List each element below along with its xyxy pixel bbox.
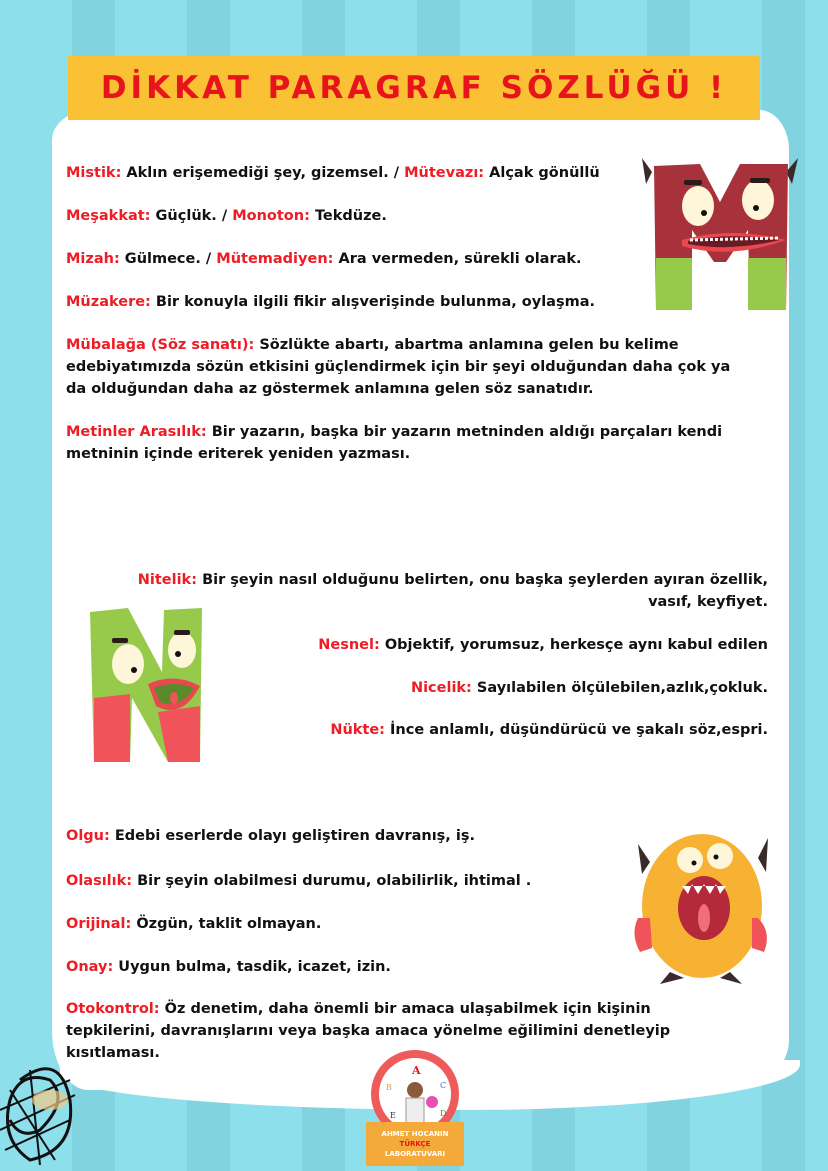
entry-onay: [66, 956, 626, 978]
entry-nicelik: [250, 677, 768, 699]
term: Mübalağa (Söz sanatı):: [66, 337, 255, 353]
term: Monoton:: [232, 208, 310, 224]
entry-olgu: [66, 825, 626, 847]
logo-label: [366, 1122, 464, 1166]
term: Nesnel:: [318, 637, 380, 653]
monster-letter-o-icon: [630, 822, 780, 987]
logo-badge: [362, 1046, 468, 1168]
term: Onay:: [66, 959, 114, 975]
definition: Gülmece. /: [119, 251, 217, 267]
monster-letter-m-icon: [640, 150, 800, 320]
logo-line-1: AHMET HOCANIN: [381, 1130, 449, 1138]
logo-letter-e: E: [390, 1111, 396, 1120]
logo-letter-c: C: [440, 1081, 447, 1090]
definition: Objektif, yorumsuz, herkesçe aynı kabul edilen: [379, 637, 768, 653]
definition: Sözlükte abartı, abartma anlamına gelen bu kelime edebiyatımızda sözün etkisini güçlendirmek için bir şeyi olduğundan daha çok ya da olduğundan daha az göstermek anlamına gelen söz sanatıdır.: [66, 337, 731, 397]
definition: Alçak gönüllü: [484, 165, 600, 181]
entry-orijinal: [66, 913, 626, 935]
term: Olasılık:: [66, 873, 133, 889]
term: Nükte:: [330, 722, 385, 738]
definition: Edebi eserlerde olayı geliştiren davranış, iş.: [109, 828, 475, 844]
term: Metinler Arasılık:: [66, 424, 207, 440]
page-title: DİKKAT PARAGRAF SÖZLÜĞÜ !: [100, 70, 728, 106]
entry-nukte: [250, 719, 768, 741]
definition: Uygun bulma, tasdik, icazet, izin.: [113, 959, 391, 975]
entry-metinler-arasilik: [66, 421, 766, 465]
term: Mistik:: [66, 165, 122, 181]
logo-line-2: TÜRKÇE: [399, 1140, 431, 1148]
term: Mütevazı:: [404, 165, 485, 181]
term: Mütemadiyen:: [216, 251, 334, 267]
term: Nitelik:: [137, 572, 198, 588]
definition: İnce anlamlı, düşündürücü ve şakalı söz,espri.: [384, 722, 768, 738]
definition: Bir yazarın, başka bir yazarın metninden aldığı parçaları kendi metninin içinde eriterek yeniden yazması.: [66, 424, 723, 462]
entry-mizah: [66, 248, 646, 270]
term: Olgu:: [66, 828, 110, 844]
definition: Tekdüze.: [309, 208, 387, 224]
entry-mesakkat: [66, 205, 626, 227]
monster-letter-n-icon: [82, 602, 212, 772]
entry-mistik: [66, 162, 646, 184]
entry-mubalaga: [66, 334, 746, 400]
entry-nesnel: [250, 634, 768, 656]
logo-letter-b: B: [386, 1083, 392, 1092]
scribble-icon: [0, 1040, 80, 1171]
term: Nicelik:: [410, 680, 472, 696]
entry-olasilik: [66, 870, 626, 892]
term: Mizah:: [66, 251, 120, 267]
definition: Ara vermeden, sürekli olarak.: [333, 251, 582, 267]
logo-letter-a: A: [412, 1064, 421, 1077]
term: Meşakkat:: [66, 208, 151, 224]
term: Orijinal:: [66, 916, 132, 932]
definition: Özgün, taklit olmayan.: [131, 916, 322, 932]
title-banner: [68, 56, 760, 120]
definition: Öz denetim, daha önemli bir amaca ulaşabilmek için kişinin tepkilerini, davranışlarını veya başka amaca yönelme eğilimini denetleyip kısıtlaması.: [66, 1001, 671, 1061]
definition: Bir konuyla ilgili fikir alışverişinde bulunma, oylaşma.: [150, 294, 595, 310]
logo-letter-d: D: [440, 1109, 447, 1118]
entry-muzakere: [66, 291, 646, 313]
logo-line-3: LABORATUVARI: [384, 1150, 446, 1158]
term: Müzakere:: [66, 294, 151, 310]
definition: Aklın erişemediği şey, gizemsel. /: [121, 165, 405, 181]
term: Otokontrol:: [66, 1001, 160, 1017]
definition: Güçlük. /: [150, 208, 233, 224]
definition: Bir şeyin nasıl olduğunu belirten, onu başka şeylerden ayıran özellik, vasıf, keyfiyet.: [197, 572, 768, 610]
definition: Bir şeyin olabilmesi durumu, olabilirlik, ihtimal .: [132, 873, 532, 889]
definition: Sayılabilen ölçülebilen,azlık,çokluk.: [471, 680, 768, 696]
